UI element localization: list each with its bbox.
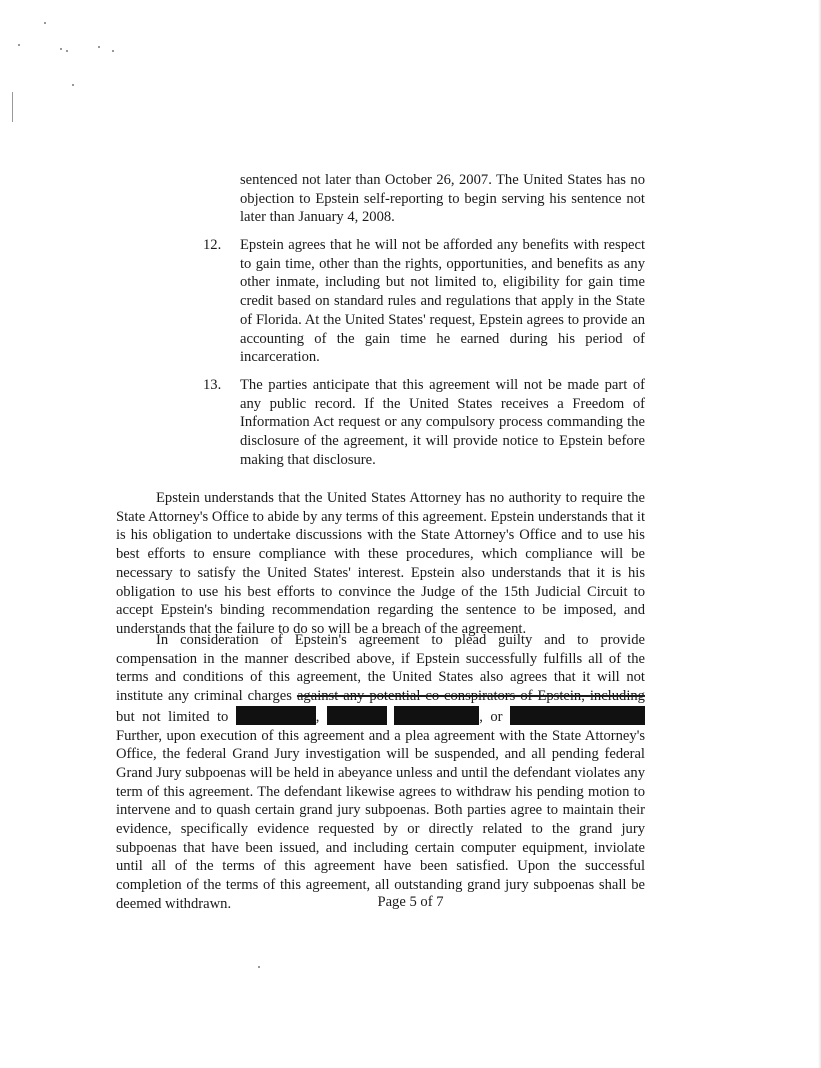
paragraph-text: but not limited to (116, 708, 229, 725)
scan-speck (72, 84, 74, 86)
paragraph-text: , or (479, 708, 503, 725)
scan-speck (66, 50, 68, 52)
body-paragraph-consideration (116, 631, 645, 914)
redaction-bar (327, 706, 387, 725)
redaction-bar (236, 706, 316, 725)
body-paragraph-obligations: Epstein understands that the United States Attorney has no authority to require the State Attorney's Office to abide by any terms of this agreement. Epstein understands that it is his obligation to undertake discussions with the State Attorney's Office and to use his best efforts to ensure compliance with these procedures, which compliance will be necessary to satisfy the United States' interest. Epstein also understands that it is his obligation to use his best efforts to convince the Judge of the 15th Judicial Circuit to accept Epstein's binding recommendation regarding the sentence to be imposed, and understands that the failure to do so will be a breach of the agreement. (116, 490, 645, 637)
scan-speck (18, 44, 20, 46)
scan-speck (98, 46, 100, 48)
carryover-paragraph: sentenced not later than October 26, 2007. The United States has no objection to Epstein self-reporting to begin serving his sentence not later than January 4, 2008. (240, 172, 645, 226)
paragraph-text: , (315, 708, 320, 725)
item-number: 12. (203, 237, 222, 253)
scan-speck (44, 22, 46, 24)
item-number: 13. (203, 377, 222, 393)
paragraph-text: Further, upon execution of this agreement and a plea agreement with the State Attorney's Office, the federal Grand Jury investigation will be suspended, and all pending federal Grand Jury subpoenas will be held in abeyance unless and until the defendant violates any term of this agreement. The defendant likewise agrees to withdraw his pending motion to intervene and to quash certain grand jury subpoenas. Both parties agree to maintain their evidence, specifically evidence requested by or directly related to the grand jury subpoenas that have been issued, and including certain computer equipment, inviolate until all of the terms of this agreement have been satisfied. Upon the successful completion of the terms of this agreement, all outstanding grand jury subpoenas shall be deemed withdrawn. (116, 727, 645, 912)
paragraph-text: In consideration of Epstein's agreement to plead guilty and to provide compensation in the manner described above, if Epstein successfully fulfills all of the terms and conditions of this agreement, the United States also agrees that it will not institute any criminal charges (116, 632, 645, 705)
struck-text: against any potential co-conspirators of Epstein, including (296, 688, 645, 705)
scan-speck (112, 50, 114, 52)
redaction-bar (510, 706, 645, 725)
scan-speck (60, 48, 62, 50)
redaction-bar (394, 706, 479, 725)
scan-speck (258, 966, 260, 968)
scan-mark (12, 92, 13, 122)
page-number: Page 5 of 7 (377, 894, 444, 910)
item-text: The parties anticipate that this agreement will not be made part of any public record. If the United States receives a Freedom of Information Act request or any compulsory process commanding the disclosure of the agreement, it will provide notice to Epstein before making that disclosure. (240, 377, 645, 468)
item-text: Epstein agrees that he will not be afforded any benefits with respect to gain time, other than the rights, opportunities, and benefits as any other inmate, including but not limited to, eligibility for gain time credit based on standard rules and regulations that apply in the State of Florida. At the United States' request, Epstein agrees to provide an accounting of the gain time he earned during his period of incarceration. (240, 237, 645, 366)
